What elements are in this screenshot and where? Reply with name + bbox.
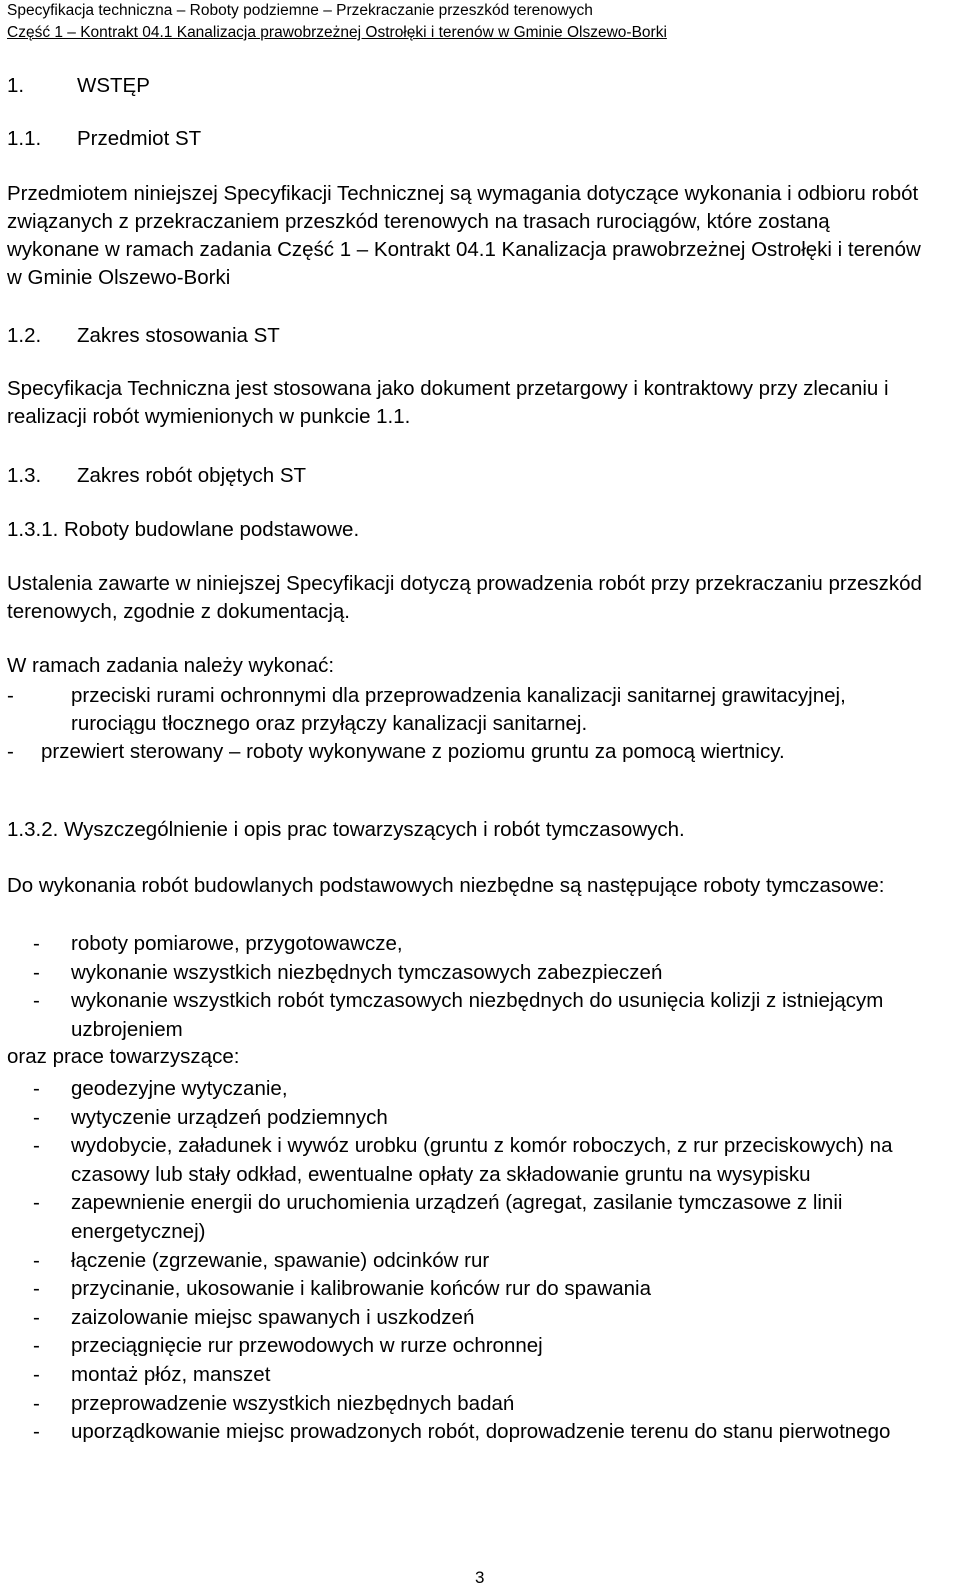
list-item: - wykonanie wszystkich niezbędnych tymczasowych zabezpieczeń xyxy=(33,960,663,984)
section-heading-1-1: 1.1. Przedmiot ST xyxy=(7,127,202,150)
paragraph-scope: Specyfikacja Techniczna jest stosowana jako dokument przetargowy i kontraktowy przy zlecaniu i realizacji robót wymienionych w punkcie 1.1. xyxy=(7,377,889,428)
paragraph-basic-works: Ustalenia zawarte w niniejszej Specyfikacji dotyczą prowadzenia robót przy przekraczaniu przeszkód terenowych, zgodnie z dokumentacją. xyxy=(7,572,922,623)
running-header xyxy=(7,0,667,44)
page-number: 3 xyxy=(475,1568,485,1587)
list-item: - zapewnienie energii do uruchomienia urządzeń (agregat, zasilanie tymczasowe z linii energetycznej) xyxy=(33,1191,843,1243)
list-item: - uporządkowanie miejsc prowadzonych robót, doprowadzenie terenu do stanu pierwotnego xyxy=(33,1420,891,1444)
paragraph-subject: Przedmiotem niniejszej Specyfikacji Technicznej są wymagania dotyczące wykonania i odbioru robót związanych z przekraczaniem przeszkód terenowych na trasach rurociągów, które zostaną wykonane w ramach zadania Część 1 – Kontrakt 04.1 Kanalizacja prawobrzeżnej Ostrołęki i terenów w Gminie Olszewo-Borki xyxy=(7,182,921,289)
list-item: - przeciski rurami ochronnymi dla przeprowadzenia kanalizacji sanitarnej grawitacyjnej, rurociągu tłocznego oraz przyłączy kanalizacji sanitarnej. xyxy=(7,684,846,735)
list-item: - łączenie (zgrzewanie, spawanie) odcinków rur xyxy=(33,1248,490,1272)
list-item: - przeprowadzenie wszystkich niezbędnych badań xyxy=(33,1391,515,1415)
list-item: - geodezyjne wytyczanie, xyxy=(33,1077,288,1100)
list-item: - montaż płóz, manszet xyxy=(33,1362,271,1386)
temporary-works-list xyxy=(7,930,922,1044)
works-list xyxy=(7,682,922,766)
list-item: - zaizolowanie miejsc spawanych i uszkodzeń xyxy=(33,1305,475,1329)
paragraph-temporary-works: Do wykonania robót budowlanych podstawowych niezbędne są następujące roboty tymczasowe: xyxy=(7,874,885,897)
section-heading-1-3-1: 1.3.1. Roboty budowlane podstawowe. xyxy=(7,518,360,541)
list-item: - przycinanie, ukosowanie i kalibrowanie końców rur do spawania xyxy=(33,1277,652,1301)
header-line-1: Specyfikacja techniczna – Roboty podziemne – Przekraczanie przeszkód terenowych xyxy=(7,2,593,19)
list-item: - roboty pomiarowe, przygotowawcze, xyxy=(33,932,403,955)
list-item: - wytyczenie urządzeń podziemnych xyxy=(33,1105,388,1129)
section-heading-1: 1. WSTĘP xyxy=(7,74,150,97)
list-item: - przeciągnięcie rur przewodowych w rurze ochronnej xyxy=(33,1334,543,1358)
list-intro-accompanying: oraz prace towarzyszące: xyxy=(7,1045,240,1068)
header-line-2: Część 1 – Kontrakt 04.1 Kanalizacja prawobrzeżnej Ostrołęki i terenów w Gminie Olszewo-Borki xyxy=(7,24,667,41)
list-item: - przewiert sterowany – roboty wykonywane z poziomu gruntu za pomocą wiertnicy. xyxy=(7,740,785,763)
document-page xyxy=(7,0,947,1595)
section-heading-1-2: 1.2. Zakres stosowania ST xyxy=(7,324,280,347)
section-heading-1-3-2: 1.3.2. Wyszczególnienie i opis prac towarzyszących i robót tymczasowych. xyxy=(7,818,685,841)
list-item: - wykonanie wszystkich robót tymczasowych niezbędnych do usunięcia kolizji z istniejącym uzbrojeniem xyxy=(33,989,884,1041)
list-intro-works: W ramach zadania należy wykonać: xyxy=(7,654,335,677)
accompanying-works-list xyxy=(7,1075,922,1447)
section-heading-1-3: 1.3. Zakres robót objętych ST xyxy=(7,464,307,487)
list-item: - wydobycie, załadunek i wywóz urobku (gruntu z komór roboczych, z rur przeciskowych) na czasowy lub stały odkład, ewentualne opłaty za składowanie gruntu na wysypisku xyxy=(33,1134,893,1186)
